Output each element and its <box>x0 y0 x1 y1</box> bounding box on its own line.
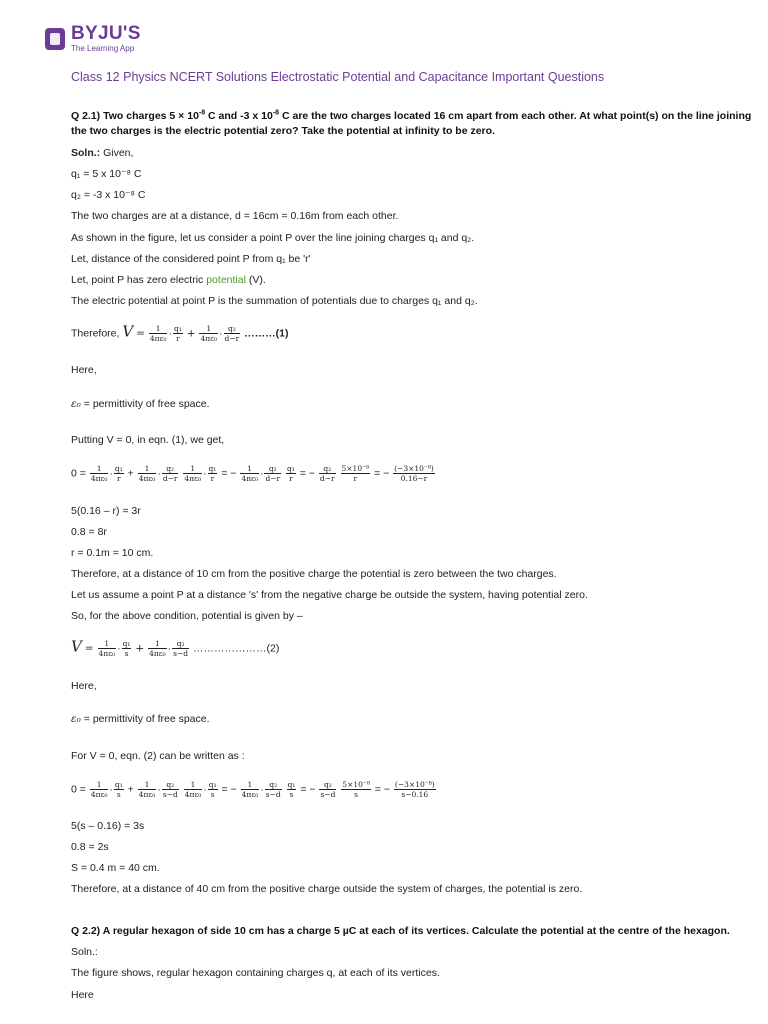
permittivity-line-2: ε₀ = permittivity of free space. <box>71 713 210 725</box>
summation-text: The electric potential at point P is the summation of potentials due to charges q₁ and q₂. <box>71 295 478 307</box>
conclusion-2: Therefore, at a distance of 40 cm from the positive charge outside the system of charges, the potential is zero. <box>71 883 583 895</box>
here-text-1: Here, <box>71 364 97 376</box>
zero-potential-text: Let, point P has zero electric potential (V). <box>71 274 266 286</box>
equation-2: V = $\frac{1}{\text{4πε₀}}$ · $\frac{\text{q₁}}{s}$ + $\frac{1}{\text{4πε₀}}$ · $\frac{\text{q₂}}{s-d}$ …………………(2) <box>71 637 280 658</box>
byjus-logo-mark-icon <box>45 28 65 50</box>
potential-link[interactable]: potential <box>206 274 246 286</box>
here-text-2: Here, <box>71 680 97 692</box>
s-step-1: 5(s – 0.16) = 3s <box>71 820 145 832</box>
equation-expansion-1: 0 = $\frac{1}{\text{4πε₀}}$ · $\frac{\text{q₁}}{r}$ + $\frac{1}{\text{4πε₀}}$ · $\frac{\text{q₂}}{d-r}$ $\frac{1}{\text{4πε₀}}$ · $\frac{\text{q₁}}{r}$ = − $\frac{1}{\text{4πε₀}}$ · $\frac{\text{q₂}}{d-r}$ $\frac{\text{q₁}}{r}$ = − $\frac{\text{q₂}}{d-r}$ $\frac{\text{5×10⁻⁸}}{r}$ = − $\frac{\text{(−3×10⁻⁸)}}{0.16-r}$ <box>71 464 434 483</box>
here-text-3: Here <box>71 989 94 1001</box>
step-1: 5(0.16 – r) = 3r <box>71 505 141 517</box>
s-step-2: 0.8 = 2s <box>71 841 109 853</box>
logo-tagline: The Learning App <box>71 44 135 53</box>
solution-label: Soln.: Given, <box>71 147 134 159</box>
s-step-3: S = 0.4 m = 40 cm. <box>71 862 160 874</box>
distance-text: The two charges are at a distance, d = 16cm = 0.16m from each other. <box>71 210 399 222</box>
figure-text: As shown in the figure, let us consider a point P over the line joining charges q₁ and q₂. <box>71 232 475 244</box>
conclusion-1: Therefore, at a distance of 10 cm from the positive charge the potential is zero between the two charges. <box>71 568 557 580</box>
equation-1: Therefore, V = $\frac{1}{\text{4πε₀}}$ · $\frac{\text{q₁}}{r}$ + $\frac{1}{\text{4πε₀}}$ · $\frac{\text{q₂}}{d-r}$ ………(1) <box>71 322 289 343</box>
question-2-1-line1: Q 2.1) Two charges $5 \times 10^{-8}$ C and -3 x $10^{-8}$ C are the two charges located 16 cm apart from each other. At what point(s) on the line joining <box>71 109 752 122</box>
so-for-text: So, for the above condition, potential is given by – <box>71 610 303 622</box>
given-q2: q₂ = -3 x 10⁻⁸ C <box>71 189 146 201</box>
byjus-logo <box>45 24 141 53</box>
putting-text: Putting V = 0, in eqn. (1), we get, <box>71 434 225 446</box>
solution-label-2: Soln.: <box>71 946 98 958</box>
let-distance-text: Let, distance of the considered point P from q₁ be 'r' <box>71 253 311 265</box>
question-2-1-line2: the two charges is the electric potential zero? Take the potential at infinity to be zero. <box>71 125 495 137</box>
question-2-2: Q 2.2) A regular hexagon of side 10 cm has a charge 5 µC at each of its vertices. Calculate the potential at the centre of the hexagon. <box>71 925 730 937</box>
permittivity-line-1: ε₀ = permittivity of free space. <box>71 398 210 410</box>
logo-brand: BYJU'S <box>71 23 141 44</box>
for-v0-text: For V = 0, eqn. (2) can be written as : <box>71 750 245 762</box>
step-3: r = 0.1m = 10 cm. <box>71 547 154 559</box>
page-title: Class 12 Physics NCERT Solutions Electrostatic Potential and Capacitance Important Questions <box>71 70 605 84</box>
step-2: 0.8 = 8r <box>71 526 107 538</box>
given-q1: q₁ = 5 x 10⁻⁸ C <box>71 168 142 180</box>
hexagon-figure-text: The figure shows, regular hexagon containing charges q, at each of its vertices. <box>71 967 440 979</box>
equation-expansion-2: 0 = $\frac{1}{\text{4πε₀}}$ · $\frac{\text{q₁}}{s}$ + $\frac{1}{\text{4πε₀}}$ · $\frac{\text{q₂}}{s-d}$ $\frac{1}{\text{4πε₀}}$ · $\frac{\text{q₁}}{s}$ = − $\frac{1}{\text{4πε₀}}$ · $\frac{\text{q₂}}{s-d}$ $\frac{\text{q₁}}{s}$ = − $\frac{\text{q₂}}{s-d}$ $\frac{\text{5×10⁻⁸}}{s}$ = − $\frac{\text{(−3×10⁻⁸)}}{s-0.16}$ <box>71 780 435 799</box>
assume-s-text: Let us assume a point P at a distance 's' from the negative charge be outside the system, having potential zero. <box>71 589 588 601</box>
